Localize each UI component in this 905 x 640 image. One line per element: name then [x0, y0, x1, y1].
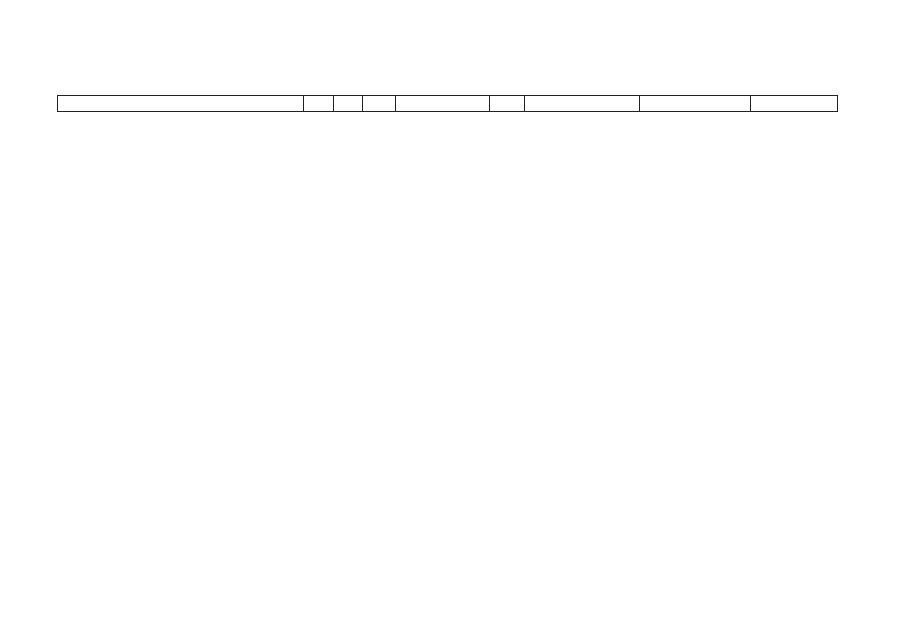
header-col-5: [395, 96, 489, 111]
header-col-9: [750, 96, 839, 111]
header-col-3: [333, 96, 362, 111]
table-header-row: [57, 95, 838, 112]
header-col-2: [303, 96, 333, 111]
header-col-6: [489, 96, 524, 111]
header-col-1: [58, 96, 303, 111]
header-col-8: [639, 96, 750, 111]
header-col-4: [362, 96, 395, 111]
header-col-7: [524, 96, 639, 111]
